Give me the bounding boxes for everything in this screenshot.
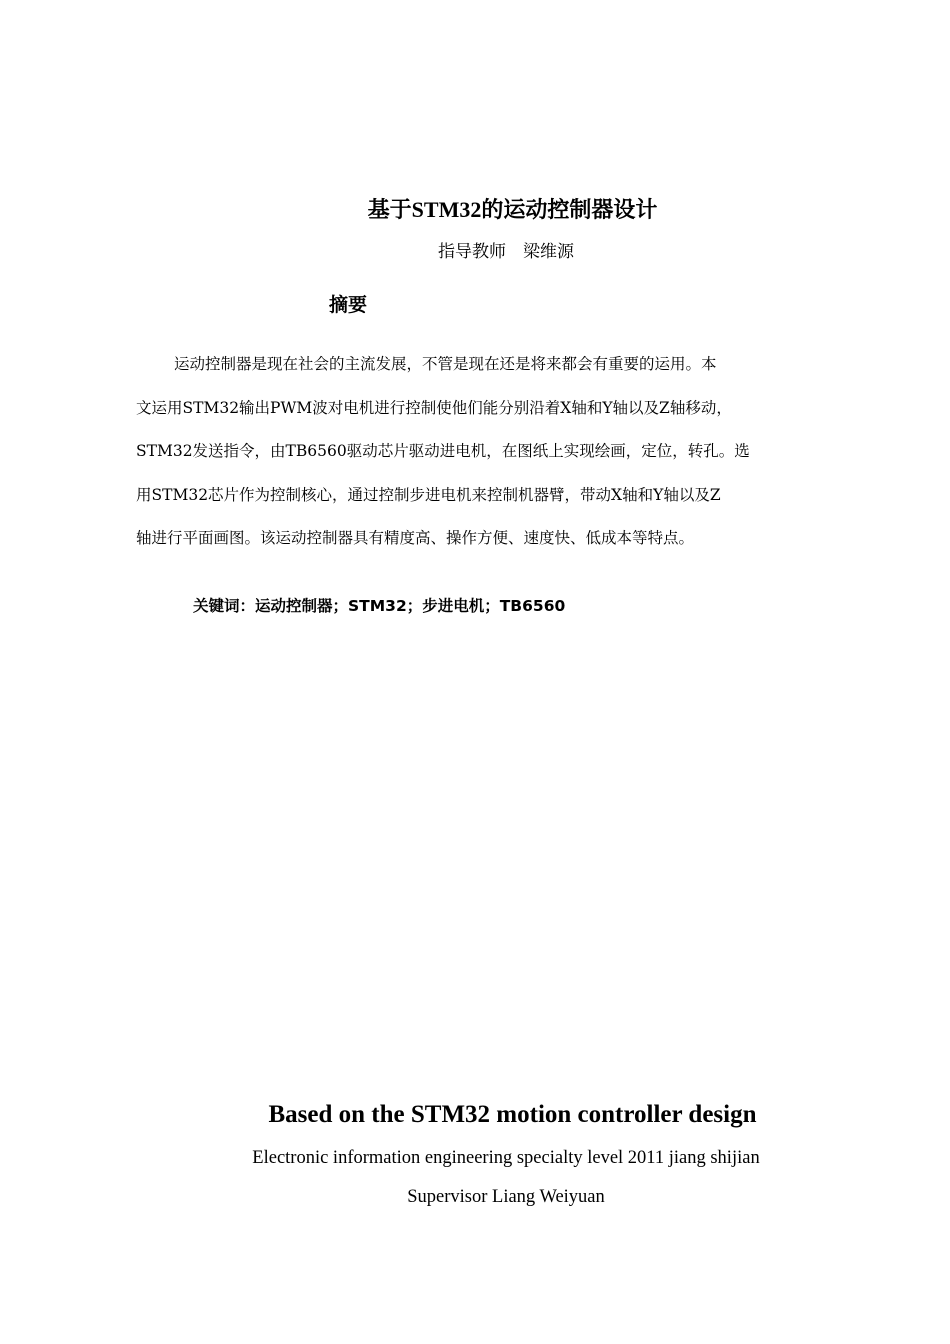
abstract-line: 运动控制器是现在社会的主流发展，不管是现在还是将来都会有重要的运用。本 — [174, 355, 717, 373]
english-title: Based on the STM32 motion controller design — [268, 1101, 757, 1128]
english-department-line: Electronic information engineering specialty level 2011 jiang shijian — [252, 1148, 760, 1168]
keywords: 关键词：运动控制器；STM32；步进电机；TB6560 — [193, 597, 566, 615]
chinese-supervisor: 指导教师 梁维源 — [438, 242, 574, 262]
abstract-line: 用STM32芯片作为控制核心，通过控制步进电机来控制机器臂，带动X轴和Y轴以及Z — [136, 485, 721, 504]
chinese-title: 基于STM32的运动控制器设计 — [367, 197, 658, 222]
abstract-heading: 摘要 — [329, 294, 368, 316]
abstract-line: STM32发送指令，由TB6560驱动芯片驱动进电机，在图纸上实现绘画，定位，转孔。选 — [136, 442, 750, 460]
abstract-body — [136, 343, 852, 561]
abstract-line: 文运用STM32输出PWM波对电机进行控制使他们能分别沿着X轴和Y轴以及Z轴移动， — [136, 398, 732, 417]
abstract-line: 轴进行平面画图。该运动控制器具有精度高、操作方便、速度快、低成本等特点。 — [136, 529, 695, 547]
english-supervisor: Supervisor Liang Weiyuan — [407, 1187, 605, 1207]
